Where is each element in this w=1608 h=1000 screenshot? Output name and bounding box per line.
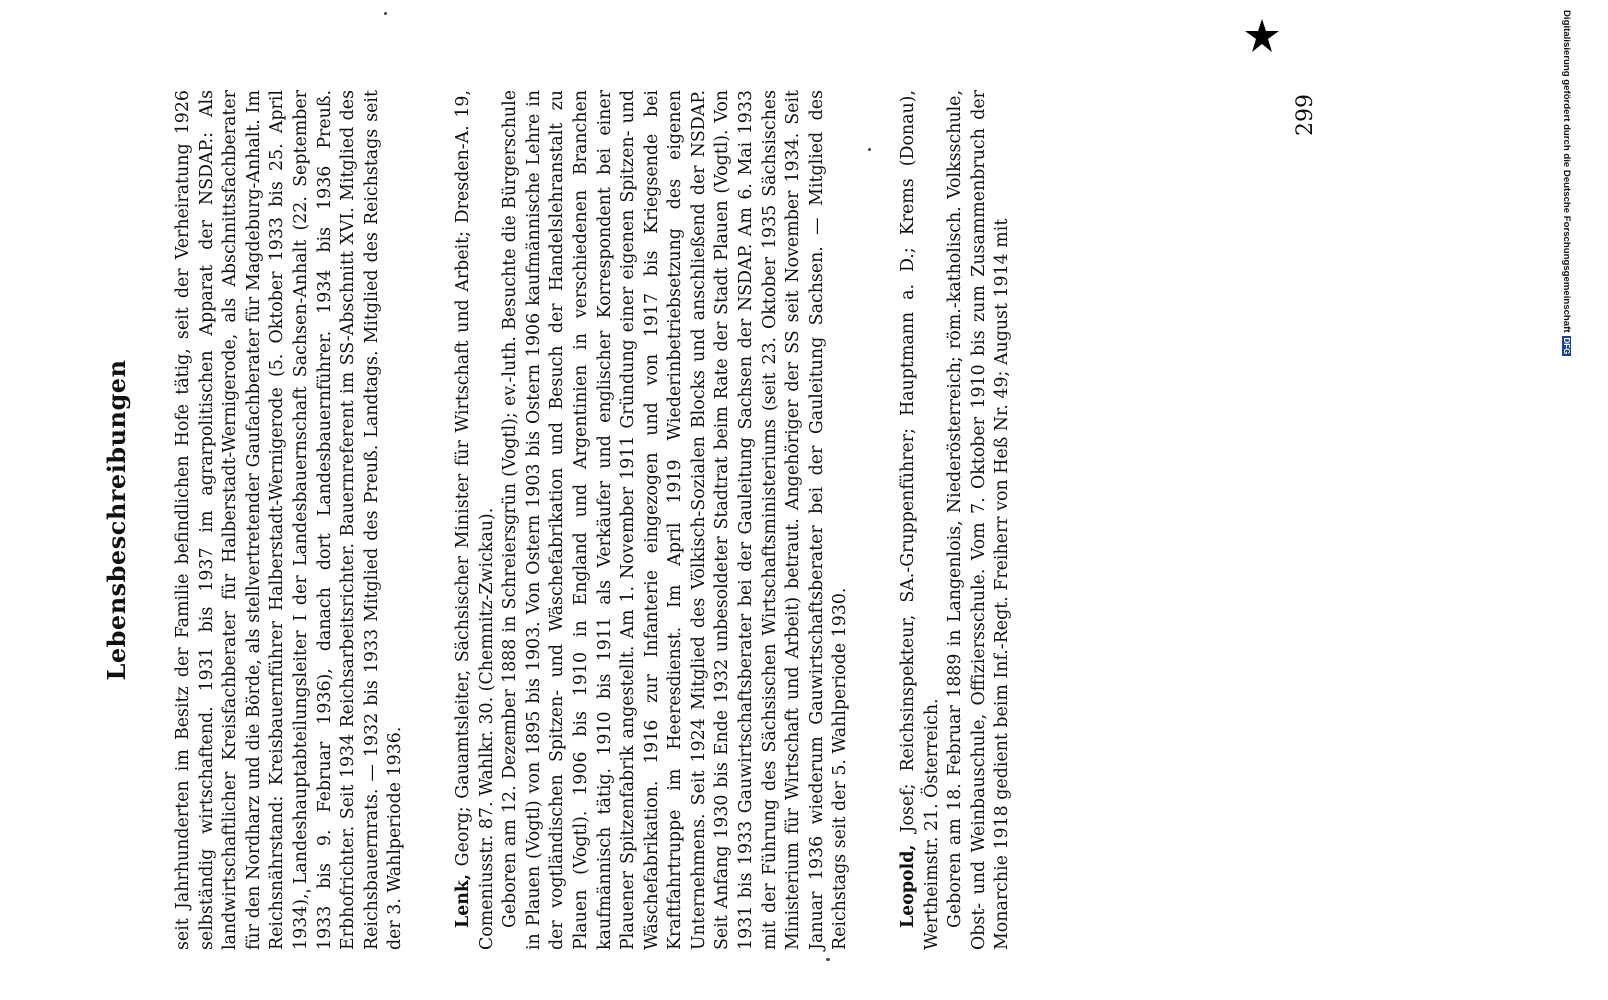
acknowledgement-text-wrap	[1561, 10, 1572, 910]
scanned-page	[100, 90, 1420, 950]
page-number: 299	[1293, 94, 1318, 136]
acknowledgement-strip	[1558, 10, 1574, 910]
entry-leopold	[897, 90, 1015, 950]
entry-heading	[452, 90, 499, 950]
entry-continuation	[172, 90, 408, 950]
running-head: Lebensbeschreibungen	[102, 359, 131, 681]
acknowledgement-text: Digitalisierung gefördert durch die Deutsche Forschungsgemeinschaft	[1561, 10, 1572, 333]
star-mark-icon	[1244, 18, 1280, 54]
entry-name: Leopold,	[898, 844, 919, 928]
entry-heading	[897, 90, 944, 950]
entry-paragraph: Geboren am 18. Februar 1889 in Langenlois, Niederösterreich; röm.-katholisch. Volksschule, Obst- und Weinbauschule, Offiziersschule. Vom 7. Oktober 1910 bis zum Zusammenbruch der Monarchie 1918 gedient beim Inf.-Regt. Freiherr von Heß Nr. 49; August 1914 mit	[945, 90, 1013, 950]
entry-heading-text: Georg; Gauamtsleiter, Sächsischer Minister für Wirtschaft und Arbeit; Dresden-A. 19, Comeniusstr. 87. Wahlkr. 30. (Chemnitz-Zwickau).	[452, 90, 497, 950]
text-column	[172, 90, 1015, 950]
entry-name: Lenk,	[452, 873, 473, 928]
entry-paragraph: Geboren am 12. Dezember 1888 in Schreiersgrün (Vogtl); ev.-luth. Besuchte die Bürgerschule in Plauen (Vogtl) von 1895 bis 1903. Von Ostern 1903 bis Ostern 1906 kaufmännische Lehre in der vogtländischen Spitzen- und Wäschefabrikation und Besuch der Handelslehranstalt zu Plauen (Vogtl). 1906 bis 1910 in England und Argentinien in verschiedenen Branchen kaufmännisch tätig. 1910 bis 1911 als Verkäufer und englischer Korrespondent bei einer Plauener Spitzenfabrik angestellt. Am 1. November 1911 Gründung einer eigenen Spitzen- und Wäschefabrikation. 1916 zur Infanterie eingezogen und von 1917 bis Kriegsende bei Kraftfahrtruppe im Heeresdienst. Im April 1919 Wiederinbetriebsetzung des eigenen Unternehmens. Seit 1924 Mitglied des Völkisch-Sozialen Blocks und anschließend der NSDAP. Seit Anfang 1930 bis Ende 1932 unbesoldeter Stadtrat beim Rate der Stadt Plauen (Vogtl). Von 1931 bis 1933 Gauwirtschaftsberater bei der Gauleitung Sachsen der NSDAP. Am 6. Mai 1933 mit der Führung des Sächsischen Wirtschaftsministeriums (seit 23. Oktober 1935 Sächsisches Ministerium für Wirtschaft und Arbeit) betraut. Angehöriger der SS seit November 1934. Seit Januar 1936 wiederum Gauwirtschaftsberater bei der Gauleitung Sachsen. — Mitglied des Reichstags seit der 5. Wahlperiode 1930.	[500, 90, 851, 950]
entry-heading-text: Josef; Reichsinspekteur, SA.-Gruppenführer; Hauptmann a. D.; Krems (Donau), Wertheimstr. 21. Österreich.	[898, 90, 942, 950]
dfg-logo: DFG	[1562, 337, 1571, 355]
entry-lenk	[452, 90, 853, 950]
entry-paragraph: seit Jahrhunderten im Besitz der Familie befindlichen Hofe tätig, seit der Verheiratung 1926 selbständig wirtschaftend. 1931 bis 1937 im agrarpolitischen Apparat der NSDAP.: Als landwirtschaftlicher Kreisfachberater für Halberstadt-Wernigerode, als Abschnittsfachberater für den Nordharz und die Börde, als stellvertretender Gaufachberater für Magdeburg-Anhalt. Im Reichsnährstand: Kreisbauernführer Halberstadt-Wernigerode (5. Oktober 1933 bis 25. April 1934), Landeshauptabteilungsleiter I der Landesbauernschaft Sachsen-Anhalt (22. September 1933 bis 9. Februar 1936), danach dort Landesbauernführer. 1934 bis 1936 Preuß. Erbhofrichter. Seit 1934 Reichsarbeitsrichter. Bauernreferent im SS-Abschnitt XVI. Mitglied des Reichsbauernrats. — 1932 bis 1933 Mitglied des Preuß. Landtags. Mitglied des Reichstags seit der 3. Wahlperiode 1936.	[173, 90, 406, 950]
